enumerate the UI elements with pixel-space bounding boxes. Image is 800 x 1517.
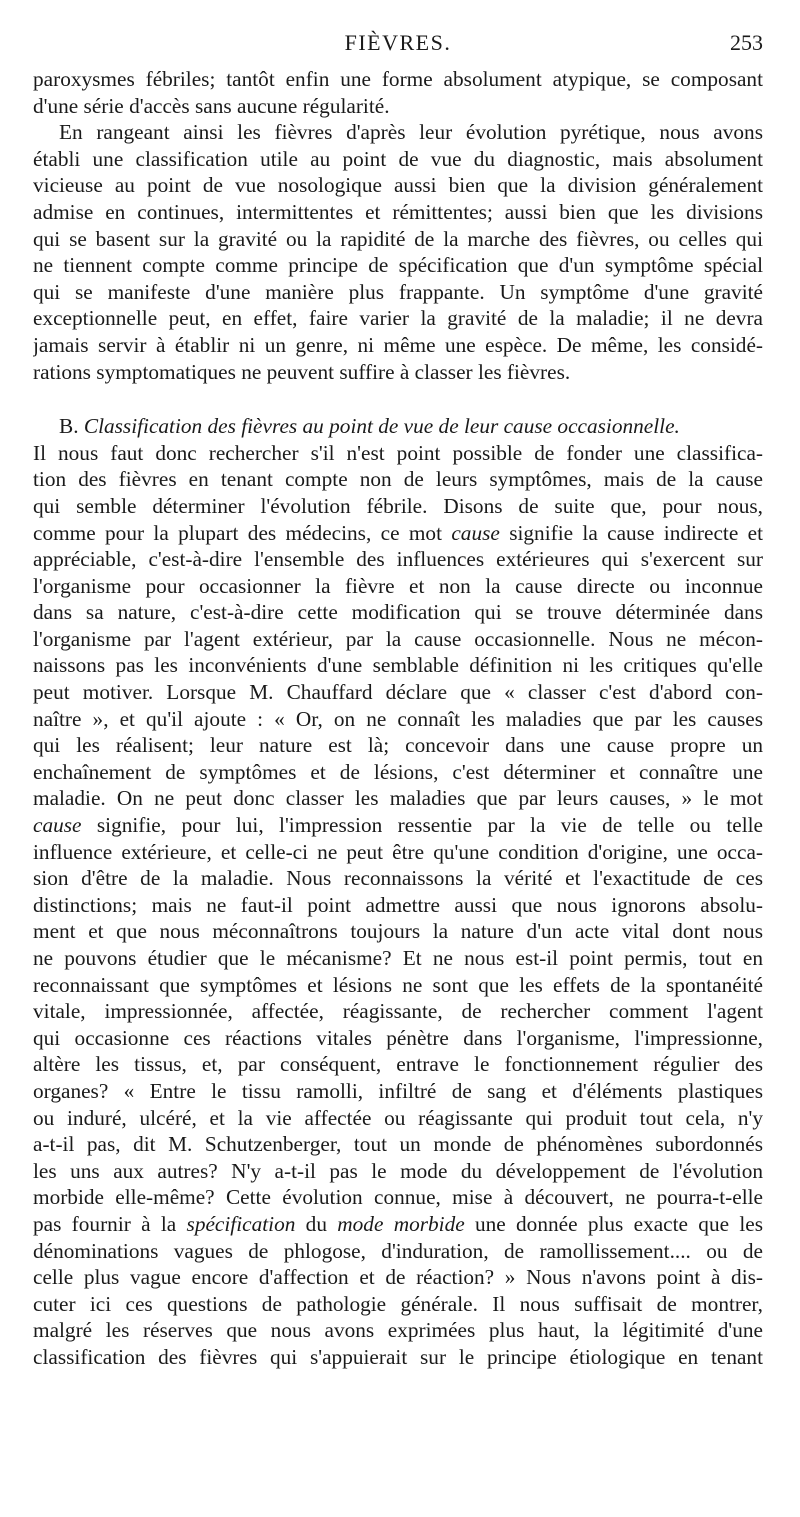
text-line: ou induré, ulcéré, et la vie affectée ou réagissante qui produit tout cela, n'y bbox=[33, 1105, 763, 1130]
text-line: enchaînement de symptômes et de lésions, c'est déterminer et connaître une bbox=[33, 759, 763, 784]
text-line: vitale, impressionnée, affectée, réagissante, de rechercher comment l'agent bbox=[33, 999, 763, 1024]
text-line: celle plus vague encore d'affection et de réaction? » Nous n'avons point à dis- bbox=[33, 1265, 763, 1290]
text-line: les uns aux autres? N'y a-t-il pas le mode du développement de l'évolution bbox=[33, 1158, 763, 1183]
italic-word: spécification bbox=[186, 1211, 296, 1236]
text-line: distinctions; mais ne faut-il point admettre aussi que nous ignorons absolu- bbox=[33, 892, 763, 917]
running-title: FIÈVRES. bbox=[344, 30, 452, 55]
text-line: exceptionnelle peut, en effet, faire varier la gravité de la maladie; il ne devra bbox=[33, 306, 763, 331]
text-line: dans sa nature, c'est-à-dire cette modification qui se trouve déterminée dans bbox=[33, 600, 763, 625]
text-line: l'organisme par l'agent extérieur, par la cause occasionnelle. Nous ne mécon- bbox=[33, 626, 763, 651]
text-line: ment et que nous méconnaîtrons toujours la nature d'un acte vital dont nous bbox=[33, 919, 763, 944]
text-line bbox=[33, 812, 763, 839]
text-line bbox=[33, 520, 763, 547]
text-line: malgré les réserves que nous avons exprimées plus haut, la légitimité d'une bbox=[33, 1318, 763, 1343]
text-line: reconnaissant que symptômes et lésions ne sont que les effets de la spontanéité bbox=[33, 972, 763, 997]
text-segment: pas fournir à la bbox=[33, 1211, 187, 1236]
text-line: établi une classification utile au point de vue du diagnostic, mais absolument bbox=[33, 146, 763, 171]
italic-word: mode morbide bbox=[337, 1211, 465, 1236]
text-line: qui se basent sur la gravité ou la rapidité de la marche des fièvres, ou celles qui bbox=[33, 226, 763, 251]
text-line: rations symptomatiques ne peuvent suffire à classer les fièvres. bbox=[33, 359, 571, 384]
text-segment: signifie, pour lui, l'impression ressentie par la vie de telle ou telle bbox=[81, 813, 763, 838]
section-heading bbox=[33, 413, 763, 440]
page bbox=[33, 26, 763, 1371]
text-line: maladie. On ne peut donc classer les maladies que par leurs causes, » le mot bbox=[33, 786, 763, 811]
text-line: altère les tissus, et, par conséquent, entrave le fonctionnement régulier des bbox=[33, 1052, 763, 1077]
text-line: ne pouvons étudier que le mécanisme? Et ne nous est-il point permis, tout en bbox=[33, 946, 763, 970]
text-line: dénominations vagues de phlogose, d'induration, de ramollissement.... ou de bbox=[33, 1238, 763, 1263]
text-line: morbide elle-même? Cette évolution connue, mise à découvert, ne pourra-t-elle bbox=[33, 1185, 763, 1210]
text-line: appréciable, c'est-à-dire l'ensemble des influences extérieures qui s'exercent sur bbox=[33, 547, 763, 572]
text-line: peut motiver. Lorsque M. Chauffard déclare que « classer c'est d'abord con- bbox=[33, 680, 763, 705]
text-line: cuter ici ces questions de pathologie générale. Il nous suffisait de montrer, bbox=[33, 1291, 763, 1316]
text-line: a-t-il pas, dit M. Schutzenberger, tout un monde de phénomènes subordonnés bbox=[33, 1132, 763, 1157]
text-line: Il nous faut donc rechercher s'il n'est point possible de fonder une classifica- bbox=[33, 440, 763, 465]
text-line: En rangeant ainsi les fièvres d'après leur évolution pyrétique, nous avons bbox=[59, 120, 763, 145]
text-segment: comme pour la plupart des médecins, ce mot bbox=[33, 520, 452, 545]
text-line: naître », et qu'il ajoute : « Or, on ne connaît les maladies que par les causes bbox=[33, 706, 763, 731]
text-line: organes? « Entre le tissu ramolli, infiltré de sang et d'éléments plastiques bbox=[33, 1078, 763, 1103]
text-segment: signifie la cause indirecte et bbox=[499, 520, 763, 545]
text-line: admise en continues, intermittentes et rémittentes; aussi bien que les divisions bbox=[33, 199, 763, 224]
text-line: naissons pas les inconvénients d'une semblable définition ni les critiques qu'elle bbox=[33, 653, 763, 678]
text-line bbox=[33, 1211, 763, 1238]
text-line: paroxysmes fébriles; tantôt enfin une forme absolument atypique, se composant bbox=[33, 67, 763, 91]
text-line: tion des fièvres en tenant compte non de leurs symptômes, mais de la cause bbox=[33, 467, 763, 492]
italic-word: cause bbox=[33, 813, 82, 838]
text-line: l'organisme pour occasionner la fièvre et non la cause directe ou inconnue bbox=[33, 573, 763, 598]
text-line: vicieuse au point de vue nosologique aussi bien que la division généralement bbox=[33, 173, 763, 198]
section-title: Classification des fièvres au point de vue de leur cause occasionnelle. bbox=[83, 414, 680, 439]
page-number: 253 bbox=[730, 30, 763, 55]
section-b bbox=[33, 413, 763, 1370]
text-line: influence extérieure, et celle-ci ne peut être qu'une condition d'origine, une occa- bbox=[33, 839, 763, 864]
text-segment: du bbox=[295, 1211, 338, 1236]
text-line: qui semble déterminer l'évolution fébrile. Disons de suite que, pour nous, bbox=[33, 493, 763, 518]
italic-word: cause bbox=[451, 520, 500, 545]
paragraph-continued bbox=[33, 66, 763, 119]
text-line: classification des fièvres qui s'appuierait sur le principe étiologique en tenant bbox=[33, 1344, 763, 1369]
text-line: jamais servir à établir ni un genre, ni même une espèce. De même, les considé- bbox=[33, 332, 763, 357]
section-gap bbox=[33, 385, 763, 413]
text-line: sion d'être de la maladie. Nous reconnaissons la vérité et l'exactitude de ces bbox=[33, 866, 763, 891]
text-line: ne tiennent compte comme principe de spécification que d'un symptôme spécial bbox=[33, 253, 763, 278]
paragraph-classification-evolution bbox=[33, 119, 763, 385]
text-line: qui occasionne ces réactions vitales pénètre dans l'organisme, l'impressionne, bbox=[33, 1025, 763, 1050]
section-label: B. bbox=[59, 414, 79, 439]
text-segment: une donnée plus exacte que les bbox=[464, 1211, 763, 1236]
text-line: d'une série d'accès sans aucune régularité. bbox=[33, 93, 390, 118]
running-head bbox=[33, 26, 763, 66]
text-line: qui se manifeste d'une manière plus frappante. Un symptôme d'une gravité bbox=[33, 279, 763, 304]
text-line: qui les réalisent; leur nature est là; concevoir dans une cause propre un bbox=[33, 733, 763, 758]
